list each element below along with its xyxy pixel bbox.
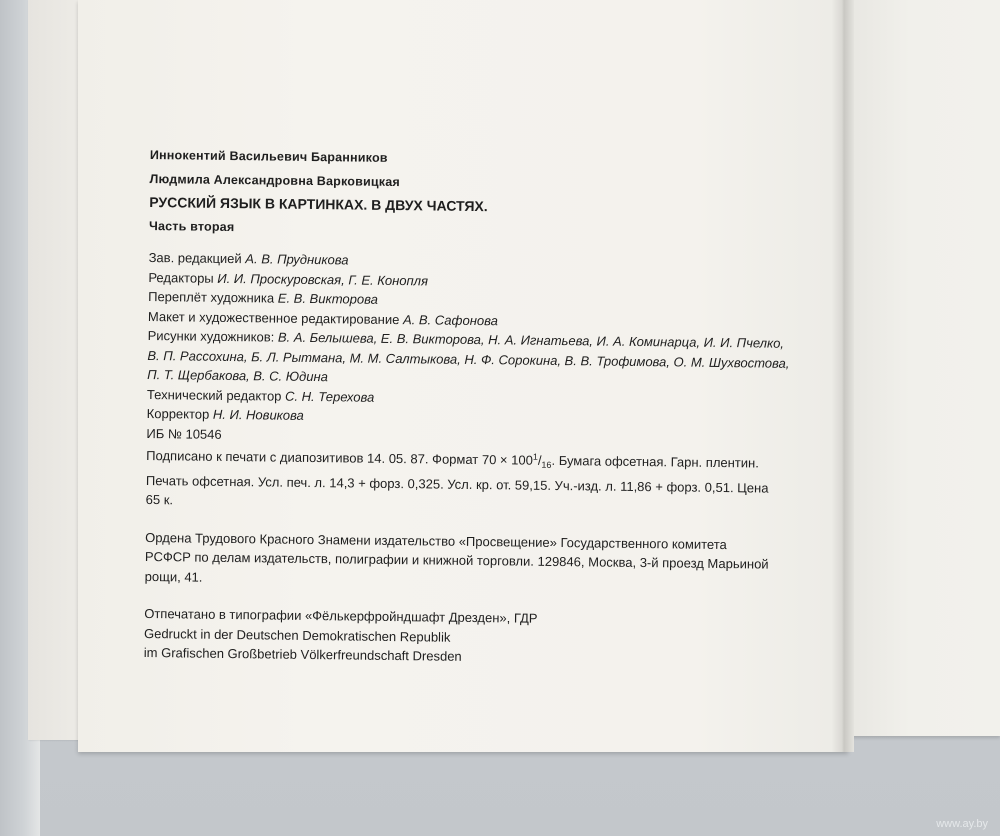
author-1: Иннокентий Васильевич Баранников — [149, 147, 388, 165]
print-details-a: Подписано к печати с диапозитивов 14. 05. 87. Формат 70 × 100 — [146, 447, 533, 468]
printer-line: im Grafischen Großbetrieb Völkerfreundschaft Dresden — [143, 644, 462, 664]
credit-role: Зав. редакцией — [148, 249, 242, 267]
proofreader-role: Корректор — [146, 405, 210, 422]
credit-role: Переплёт художника — [148, 288, 275, 306]
publisher-line: Ордена Трудового Красного Знамени издательство «Просвещение» Государственного комитета — [145, 529, 727, 552]
printer-line: Gedruckt in der Deutschen Demokratischen Republik — [143, 625, 451, 645]
author-2: Людмила Александровна Варковицкая — [149, 171, 400, 189]
tech-editor-names: С. Н. Терехова — [285, 388, 375, 405]
format-fraction-den: 16 — [541, 459, 552, 470]
print-details-line: Печать офсетная. Усл. печ. л. 14,3 + форз. 0,325. Усл. кр. от. 59,15. Уч.-изд. л. 11,86 + форз. 0,51. Цена — [145, 472, 769, 496]
tech-editor-role: Технический редактор — [146, 386, 282, 404]
credit-role: Редакторы — [148, 269, 214, 286]
illustrators-line: В. П. Рассохина, Б. Л. Рытмана, М. М. Салтыкова, Н. Ф. Сорокина, В. В. Трофимова, О. М. Шухвостова, — [147, 347, 790, 371]
credit-names: Е. В. Викторова — [277, 290, 378, 307]
watermark-logo: www.ay.by — [936, 818, 988, 830]
illustrators-line: П. Т. Щербакова, В. С. Юдина — [147, 366, 329, 385]
publisher-line: РСФСР по делам издательств, полиграфии и книжной торговли. 129846, Москва, 3-й проезд Марьиной — [144, 548, 769, 572]
ib-number: ИБ № 10546 — [146, 425, 222, 442]
print-details-line: Подписано к печати с диапозитивов 14. 05. 87. Формат $70 \times 100^1/_{16}$. Бумага офсетная. Гарн. плентин. — [146, 447, 759, 471]
proofreader-names: Н. И. Новикова — [212, 406, 304, 423]
format-fraction-num: 1 — [532, 451, 538, 462]
print-details-b: . Бумага офсетная. Гарн. плентин. — [551, 452, 759, 471]
book-part: Часть вторая — [148, 218, 235, 234]
illustrators-names: В. А. Белышева, Е. В. Викторова, Н. А. Игнатьева, И. А. Коминарца, И. И. Пчелко, — [277, 329, 785, 351]
credit-names: И. И. Проскуровская, Г. Е. Конопля — [217, 270, 429, 288]
publisher-line: рощи, 41. — [144, 568, 203, 585]
imprint-text — [144, 146, 840, 671]
credit-role: Макет и художественное редактирование — [147, 308, 400, 327]
print-details-line: 65 к. — [145, 491, 174, 508]
facing-page — [850, 0, 1000, 736]
illustrators-role: Рисунки художников: — [147, 327, 275, 345]
credit-names: А. В. Сафонова — [402, 311, 499, 328]
printer-line: Отпечатано в типографии «Фёлькерфройндшафт Дрезден», ГДР — [144, 605, 538, 626]
credit-names: А. В. Прудникова — [245, 251, 349, 268]
book-title: РУССКИЙ ЯЗЫК В КАРТИНКАХ. В ДВУХ ЧАСТЯХ. — [149, 193, 488, 215]
